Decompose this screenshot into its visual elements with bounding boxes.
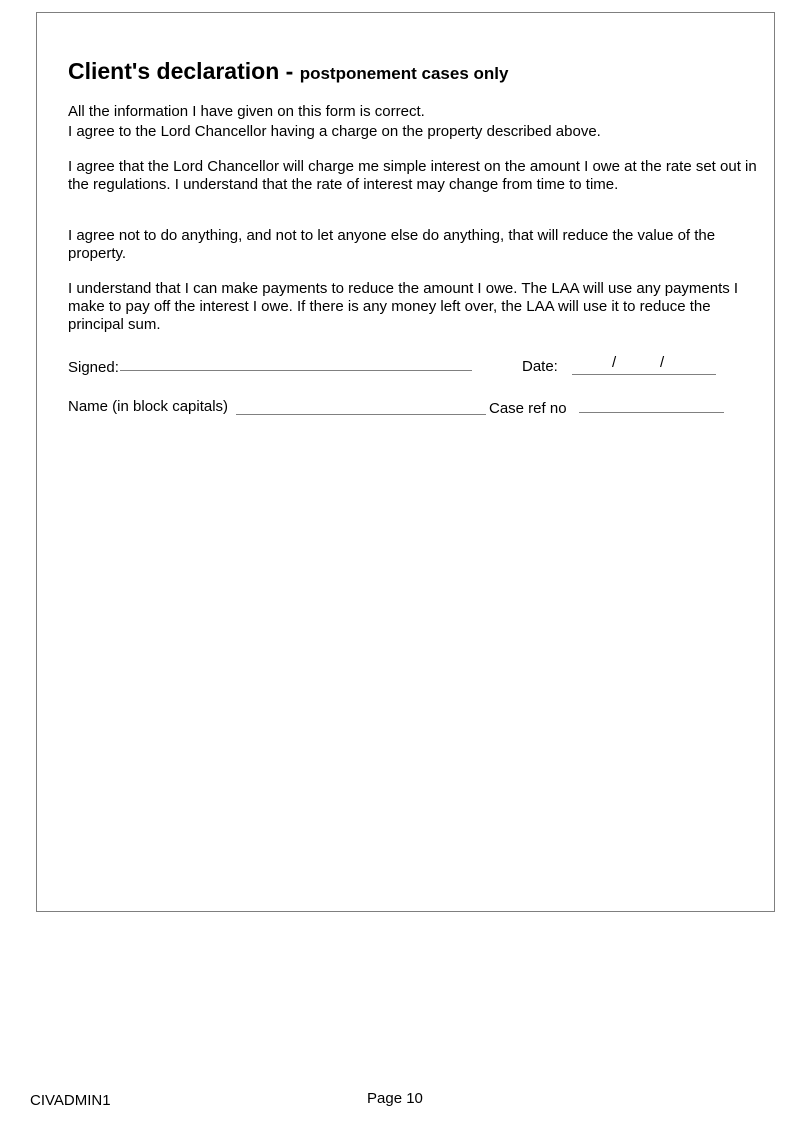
paragraph-charge-agreement: I agree to the Lord Chancellor having a charge on the property described above. — [68, 123, 601, 140]
date-line[interactable] — [572, 374, 716, 375]
declaration-box — [36, 12, 775, 912]
case-ref-label: Case ref no — [489, 400, 567, 417]
paragraph-interest-agreement: I agree that the Lord Chancellor will charge me simple interest on the amount I owe at the rate set out in the regulations. I understand that the rate of interest may change from time to time. — [68, 158, 757, 193]
name-line[interactable] — [236, 414, 486, 415]
case-ref-line[interactable] — [579, 412, 724, 413]
date-separator-1: / — [612, 354, 617, 371]
form-code: CIVADMIN1 — [30, 1092, 111, 1109]
paragraph-information-correct: All the information I have given on this form is correct. — [68, 103, 425, 120]
page-number: Page 10 — [367, 1090, 423, 1107]
date-separator-2: / — [660, 354, 665, 371]
paragraph-property-value: I agree not to do anything, and not to let anyone else do anything, that will reduce the value of the property. — [68, 227, 716, 262]
paragraph-payments: I understand that I can make payments to reduce the amount I owe. The LAA will use any payments I make to pay off the interest I owe. If there is any money left over, the LAA will use it to reduce the principal sum. — [68, 280, 739, 333]
signature-line[interactable] — [120, 370, 472, 371]
title-subtitle: postponement cases only — [299, 64, 509, 83]
title-main: Client's declaration - — [68, 58, 300, 84]
declaration-title — [68, 58, 508, 85]
signed-label: Signed: — [68, 359, 119, 376]
date-label: Date: — [522, 358, 558, 375]
name-label: Name (in block capitals) — [68, 398, 229, 415]
